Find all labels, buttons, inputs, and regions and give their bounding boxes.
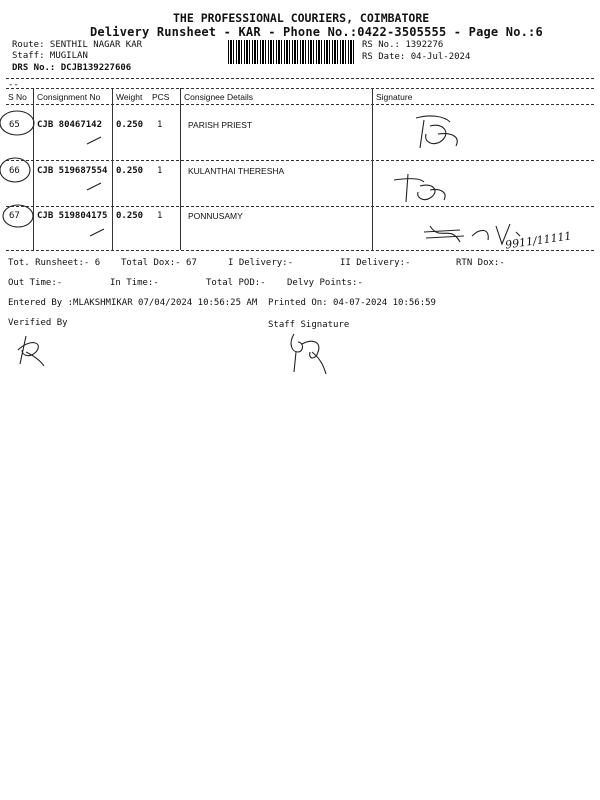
row-consignee: PONNUSAMY xyxy=(188,211,243,221)
col-weight: Weight xyxy=(116,92,143,102)
tick-mark xyxy=(85,180,105,192)
verifier-signature xyxy=(10,330,50,370)
col-line xyxy=(372,88,373,250)
row-pcs: 1 xyxy=(157,120,163,130)
recipient-signature xyxy=(410,112,470,152)
rtn-dox: RTN Dox:- xyxy=(456,258,505,268)
tick-mark xyxy=(85,134,105,146)
row-consignment: CJB 519804175 xyxy=(37,211,108,221)
row-pcs: 1 xyxy=(157,211,163,221)
tick-mark xyxy=(88,226,108,238)
rs-date: RS Date: 04-Jul-2024 xyxy=(362,52,471,62)
verified-by-label: Verified By xyxy=(8,318,68,328)
col-line xyxy=(112,88,113,250)
delvy-points: Delvy Points:- xyxy=(287,278,363,288)
in-time: In Time:- xyxy=(110,278,159,288)
i-delivery: I Delivery:- xyxy=(228,258,294,268)
row-sno: 67 xyxy=(9,211,20,221)
drs-number: DRS No.: DCJB139227606 xyxy=(12,63,132,73)
entered-by: Entered By :MLAKSHMIKAR 07/04/2024 10:56:25 AM xyxy=(8,298,258,308)
divider xyxy=(6,88,594,89)
ii-delivery: II Delivery:- xyxy=(340,258,411,268)
divider-marker: -- xyxy=(8,80,19,90)
recipient-signature xyxy=(390,168,460,208)
tot-runsheet: Tot. Runsheet:- 6 xyxy=(8,258,101,268)
col-sno: S No xyxy=(8,92,27,102)
staff-signature-label: Staff Signature xyxy=(268,320,350,330)
handwritten-note: 9911/11111 xyxy=(504,229,573,252)
route-label: Route: SENTHIL NAGAR KAR xyxy=(12,40,143,50)
row-weight: 0.250 xyxy=(116,166,144,176)
row-consignee: PARISH PRIEST xyxy=(188,120,253,130)
runsheet-subtitle: Delivery Runsheet - KAR - Phone No.:0422-3505555 - Page No.:6 xyxy=(90,25,543,39)
company-title: THE PROFESSIONAL COURIERS, COIMBATORE xyxy=(173,11,430,25)
rs-number: RS No.: 1392276 xyxy=(362,40,444,50)
row-sno: 65 xyxy=(9,120,20,130)
printed-on: Printed On: 04-07-2024 10:56:59 xyxy=(268,298,436,308)
col-signature: Signature xyxy=(376,92,413,102)
col-line xyxy=(180,88,181,250)
divider xyxy=(6,78,594,79)
row-weight: 0.250 xyxy=(116,120,144,130)
row-pcs: 1 xyxy=(157,166,163,176)
row-consignee: KULANTHAI THERESHA xyxy=(188,166,285,176)
staff-label: Staff: MUGILAN xyxy=(12,51,88,61)
out-time: Out Time:- xyxy=(8,278,63,288)
sno-circle-mark xyxy=(2,203,42,233)
row-divider xyxy=(6,160,594,161)
sno-circle-mark xyxy=(0,155,40,185)
col-consignment: Consignment No xyxy=(37,92,101,102)
row-weight: 0.250 xyxy=(116,211,144,221)
total-pod: Total POD:- xyxy=(206,278,266,288)
staff-signature xyxy=(282,330,332,376)
sno-circle-mark xyxy=(0,108,40,138)
barcode xyxy=(228,40,356,64)
col-pcs: PCS xyxy=(152,92,170,102)
row-consignment: CJB 519687554 xyxy=(37,166,108,176)
divider xyxy=(6,104,594,105)
row-sno: 66 xyxy=(9,166,20,176)
col-consignee: Consignee Details xyxy=(184,92,253,102)
total-dox: Total Dox:- 67 xyxy=(121,258,197,268)
row-divider xyxy=(6,206,594,207)
row-consignment: CJB 80467142 xyxy=(37,120,103,130)
